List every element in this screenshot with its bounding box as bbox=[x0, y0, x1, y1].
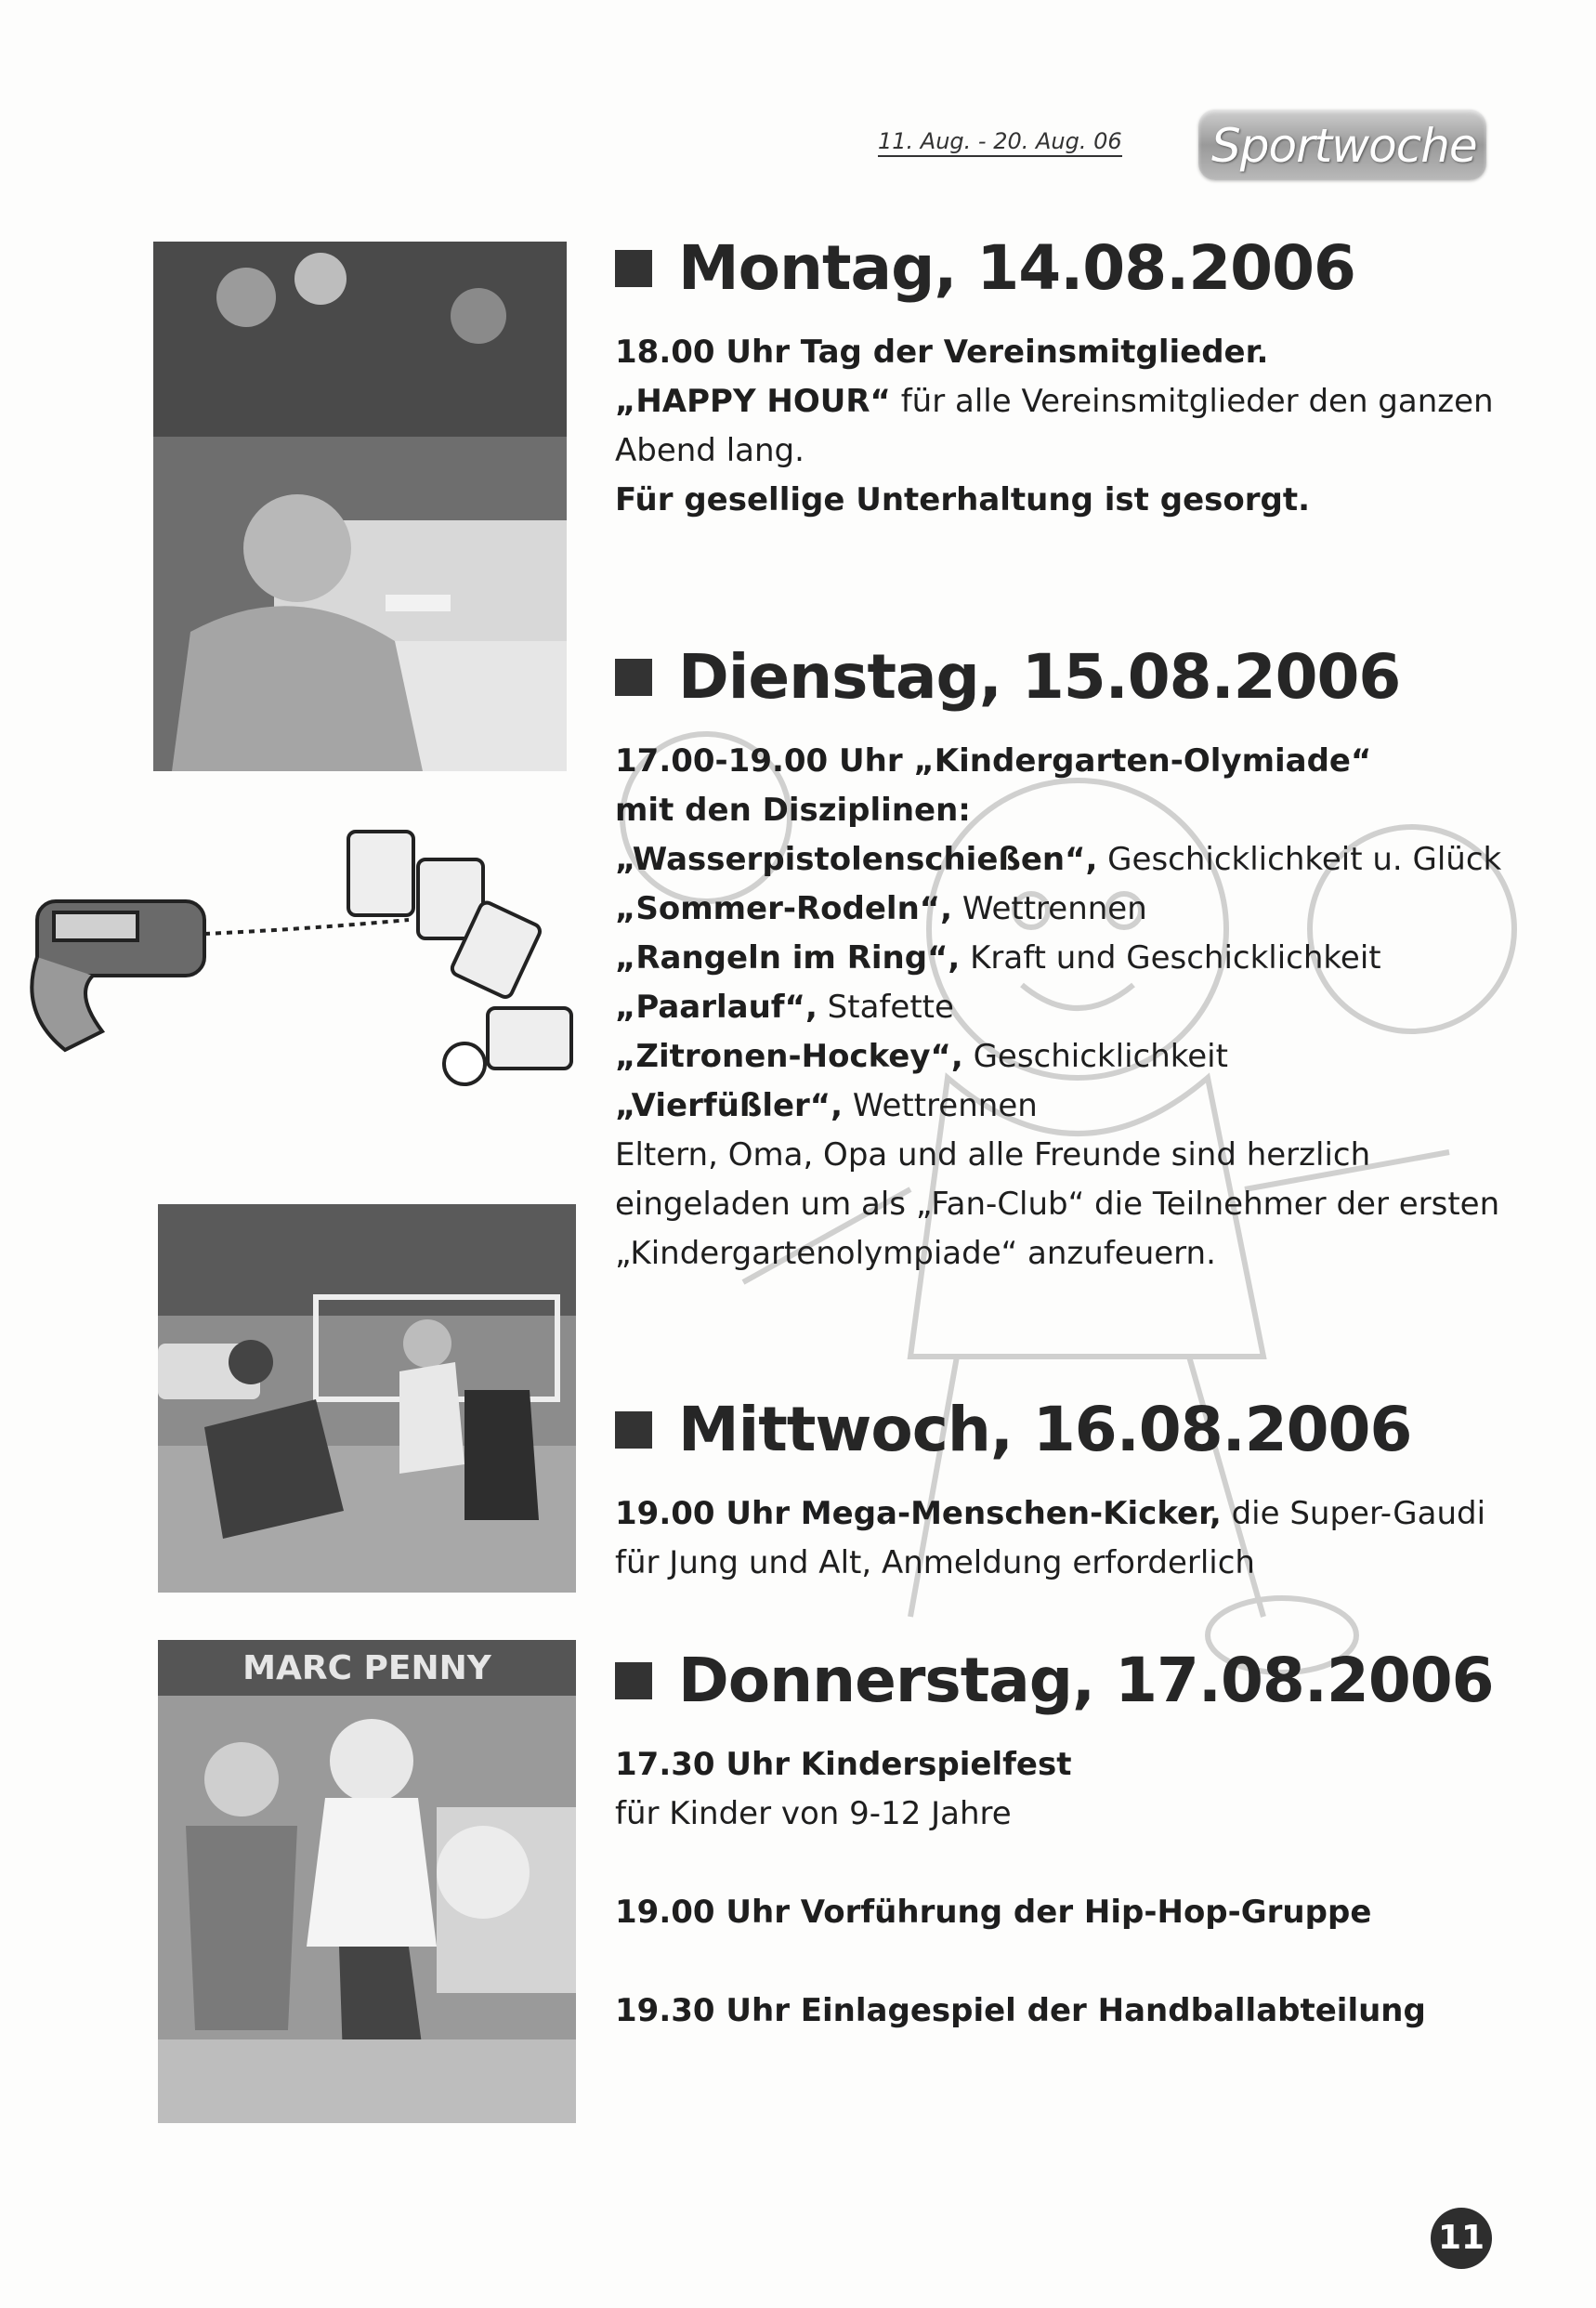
event-line bbox=[615, 1790, 1553, 1839]
event-line bbox=[615, 377, 1553, 426]
event-line bbox=[615, 786, 1553, 835]
event-line bbox=[615, 1839, 1553, 1888]
bullet-square-icon bbox=[615, 1662, 652, 1699]
brand-badge bbox=[1198, 110, 1486, 180]
line-bold: „Zitronen-Hockey“, bbox=[615, 1038, 963, 1075]
bullet-square-icon bbox=[615, 250, 652, 287]
event-line bbox=[615, 934, 1553, 983]
line-normal: „Kindergartenolympiade“ anzufeuern. bbox=[615, 1235, 1216, 1272]
bullet-square-icon bbox=[615, 659, 652, 696]
day-title: Montag, 14.08.2006 bbox=[678, 232, 1355, 304]
date-range: 11. Aug. - 20. Aug. 06 bbox=[878, 128, 1122, 157]
line-normal: Geschicklichkeit u. Glück bbox=[1097, 841, 1502, 878]
line-bold: 18.00 Uhr Tag der Vereinsmitglieder. bbox=[615, 334, 1269, 371]
event-line bbox=[615, 1539, 1553, 1588]
line-bold: „Sommer-Rodeln“, bbox=[615, 890, 953, 927]
brand-label: Sportwoche bbox=[1211, 119, 1477, 173]
line-normal: die Super-Gaudi bbox=[1221, 1495, 1486, 1532]
day-heading bbox=[615, 641, 1553, 713]
line-normal: eingeladen um als „Fan-Club“ die Teilnehmer der ersten bbox=[615, 1186, 1500, 1223]
event-line bbox=[615, 835, 1553, 885]
line-normal: Wettrennen bbox=[843, 1087, 1038, 1124]
photo-club-members-at-table bbox=[153, 242, 567, 771]
event-line bbox=[615, 476, 1553, 525]
line-bold: „HAPPY HOUR“ bbox=[615, 383, 891, 420]
day-heading bbox=[615, 232, 1553, 304]
line-normal: Kraft und Geschicklichkeit bbox=[960, 939, 1381, 977]
event-line bbox=[615, 1937, 1553, 1987]
event-line bbox=[615, 1131, 1553, 1180]
line-bold: „Paarlauf“, bbox=[615, 989, 818, 1026]
day-thursday bbox=[615, 1645, 1553, 2036]
line-bold: mit den Disziplinen: bbox=[615, 792, 971, 829]
day-body bbox=[615, 1489, 1553, 1588]
line-bold: „Rangeln im Ring“, bbox=[615, 939, 961, 977]
day-wednesday bbox=[615, 1394, 1553, 1588]
line-bold: „Vierfüßler“, bbox=[615, 1087, 844, 1124]
day-heading bbox=[615, 1394, 1553, 1465]
line-bold: 19.00 Uhr Vorführung der Hip-Hop-Gruppe bbox=[615, 1894, 1372, 1931]
day-tuesday bbox=[615, 641, 1553, 1279]
event-line bbox=[615, 1987, 1553, 2036]
line-bold: „Wasserpistolenschießen“, bbox=[615, 841, 1098, 878]
line-bold: 19.30 Uhr Einlagespiel der Handballabteilung bbox=[615, 1992, 1426, 2029]
photo-kids-bouncy-castle bbox=[158, 1640, 576, 2123]
line-normal: für Jung und Alt, Anmeldung erforderlich bbox=[615, 1544, 1255, 1581]
line-normal: Eltern, Oma, Opa und alle Freunde sind herzlich bbox=[615, 1136, 1371, 1174]
day-heading bbox=[615, 1645, 1553, 1716]
line-normal: Abend lang. bbox=[615, 432, 805, 469]
line-bold: Für gesellige Unterhaltung ist gesorgt. bbox=[615, 481, 1311, 518]
page-number: 11 bbox=[1431, 2208, 1492, 2269]
event-line bbox=[615, 328, 1553, 377]
event-line bbox=[615, 885, 1553, 934]
event-line bbox=[615, 1888, 1553, 1937]
event-line bbox=[615, 1082, 1553, 1131]
event-line bbox=[615, 1180, 1553, 1229]
photo-sign-text: MARC PENNY bbox=[242, 1649, 491, 1687]
photo-human-table-football bbox=[158, 1204, 576, 1593]
day-title: Dienstag, 15.08.2006 bbox=[678, 641, 1401, 713]
line-bold: 19.00 Uhr Mega-Menschen-Kicker, bbox=[615, 1495, 1222, 1532]
day-monday bbox=[615, 232, 1553, 525]
event-line bbox=[615, 983, 1553, 1032]
line-normal: Geschicklichkeit bbox=[962, 1038, 1228, 1075]
line-bold: 17.00-19.00 Uhr „Kindergarten-Olymiade“ bbox=[615, 742, 1372, 780]
event-line bbox=[615, 1740, 1553, 1790]
line-normal: Stafette bbox=[817, 989, 954, 1026]
event-line bbox=[615, 1032, 1553, 1082]
event-line bbox=[615, 1489, 1553, 1539]
line-normal: Wettrennen bbox=[952, 890, 1147, 927]
day-title: Mittwoch, 16.08.2006 bbox=[678, 1394, 1412, 1465]
day-title: Donnerstag, 17.08.2006 bbox=[678, 1645, 1494, 1716]
bullet-square-icon bbox=[615, 1411, 652, 1449]
event-line bbox=[615, 737, 1553, 786]
day-body bbox=[615, 328, 1553, 525]
line-bold: 17.30 Uhr Kinderspielfest bbox=[615, 1746, 1072, 1783]
event-line bbox=[615, 426, 1553, 476]
line-normal: für alle Vereinsmitglieder den ganzen bbox=[890, 383, 1494, 420]
event-line bbox=[615, 1229, 1553, 1279]
line-normal: für Kinder von 9-12 Jahre bbox=[615, 1795, 1012, 1832]
day-body bbox=[615, 1740, 1553, 2036]
water-pistol-illustration bbox=[19, 808, 595, 1115]
day-body bbox=[615, 737, 1553, 1279]
